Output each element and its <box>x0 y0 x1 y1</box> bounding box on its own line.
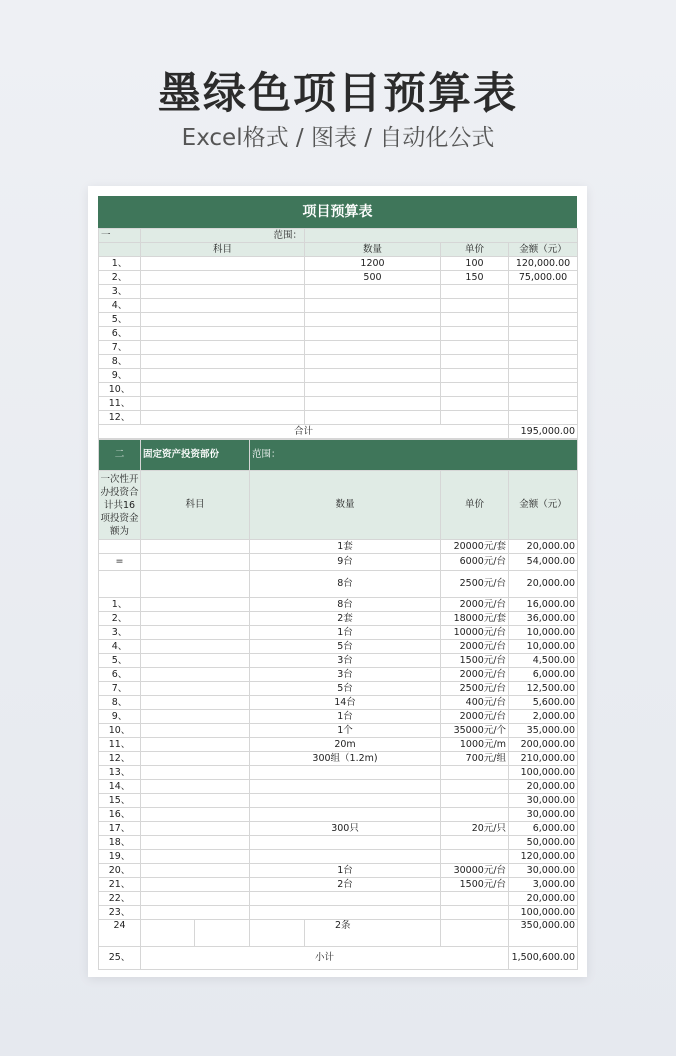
column-header-price: 单价 <box>441 243 509 257</box>
item-cell[interactable] <box>141 668 250 682</box>
spreadsheet <box>98 196 577 970</box>
item-cell[interactable] <box>141 285 305 299</box>
row-number: 12、 <box>99 752 141 766</box>
item-cell[interactable] <box>141 571 250 598</box>
row-number <box>99 571 141 598</box>
price-cell[interactable] <box>441 411 509 425</box>
qty-cell[interactable] <box>305 327 441 341</box>
amount-cell[interactable]: 2,000.00 <box>509 710 578 724</box>
total-row <box>99 425 578 439</box>
item-cell[interactable] <box>141 411 305 425</box>
amount-cell[interactable] <box>509 397 578 411</box>
amount-cell[interactable] <box>509 285 578 299</box>
qty-cell[interactable]: 1200 <box>305 257 441 271</box>
total-label: 合计 <box>99 425 509 439</box>
price-cell[interactable]: 18000元/套 <box>441 612 509 626</box>
row-number: 11、 <box>99 397 141 411</box>
price-cell[interactable]: 1500元/台 <box>441 878 509 892</box>
amount-cell[interactable] <box>509 299 578 313</box>
price-cell[interactable]: 2000元/台 <box>441 668 509 682</box>
table-row <box>99 752 578 766</box>
row-number: 24 <box>99 920 141 947</box>
row-number: 7、 <box>99 682 141 696</box>
table-row <box>99 271 578 285</box>
amount-cell[interactable] <box>509 383 578 397</box>
row-number: 7、 <box>99 341 141 355</box>
table-row <box>99 892 578 906</box>
item-cell[interactable] <box>141 554 250 571</box>
table-row <box>99 299 578 313</box>
amount-cell[interactable] <box>509 327 578 341</box>
section-one-table <box>98 228 578 439</box>
amount-cell[interactable]: 6,000.00 <box>509 668 578 682</box>
amount-cell[interactable]: 30,000.00 <box>509 808 578 822</box>
item-cell[interactable] <box>141 696 250 710</box>
amount-cell[interactable]: 75,000.00 <box>509 271 578 285</box>
row-number: 17、 <box>99 822 141 836</box>
item-cell[interactable] <box>141 780 250 794</box>
price-cell[interactable]: 30000元/台 <box>441 864 509 878</box>
amount-cell[interactable]: 210,000.00 <box>509 752 578 766</box>
price-cell[interactable]: 2000元/台 <box>441 710 509 724</box>
qty-cell[interactable] <box>305 383 441 397</box>
item-cell[interactable] <box>141 341 305 355</box>
row-number: 11、 <box>99 738 141 752</box>
qty-cell[interactable] <box>250 850 441 864</box>
qty-cell[interactable] <box>250 808 441 822</box>
column-header-item: 科目 <box>141 243 305 257</box>
qty-cell[interactable]: 1台 <box>250 626 441 640</box>
row-number: 9、 <box>99 710 141 724</box>
amount-cell[interactable]: 12,500.00 <box>509 682 578 696</box>
qty-cell[interactable] <box>250 794 441 808</box>
table-row <box>99 540 578 554</box>
spreadsheet-card <box>88 186 587 977</box>
price-cell[interactable]: 150 <box>441 271 509 285</box>
row-number: 19、 <box>99 850 141 864</box>
price-cell[interactable] <box>441 299 509 313</box>
row-number: 18、 <box>99 836 141 850</box>
section-two-number: 二 <box>99 440 141 471</box>
price-cell[interactable] <box>441 892 509 906</box>
row-number: 22、 <box>99 892 141 906</box>
section-two-name: 固定资产投资部份 <box>141 440 250 471</box>
qty-cell[interactable]: 8台 <box>250 598 441 612</box>
price-cell[interactable] <box>441 780 509 794</box>
price-cell[interactable] <box>441 313 509 327</box>
row-number: 6、 <box>99 327 141 341</box>
amount-cell[interactable]: 30,000.00 <box>509 864 578 878</box>
price-cell[interactable]: 100 <box>441 257 509 271</box>
table-row <box>99 612 578 626</box>
row-number: 3、 <box>99 626 141 640</box>
section-two-table <box>98 439 578 970</box>
row-number: 12、 <box>99 411 141 425</box>
item-cell[interactable] <box>141 906 250 920</box>
item-cell[interactable] <box>141 612 250 626</box>
table-row <box>99 850 578 864</box>
row-number: 15、 <box>99 794 141 808</box>
qty-cell[interactable]: 1套 <box>250 540 441 554</box>
amount-cell[interactable]: 4,500.00 <box>509 654 578 668</box>
item-cell[interactable] <box>141 540 250 554</box>
price-cell[interactable]: 400元/台 <box>441 696 509 710</box>
item-cell[interactable] <box>141 598 250 612</box>
row-number: 5、 <box>99 654 141 668</box>
amount-cell[interactable]: 100,000.00 <box>509 906 578 920</box>
amount-cell[interactable] <box>509 369 578 383</box>
qty-cell[interactable]: 8台 <box>250 571 441 598</box>
table-row <box>99 257 578 271</box>
qty-cell[interactable]: 300组（1.2m) <box>250 752 441 766</box>
row-number: 4、 <box>99 299 141 313</box>
qty-cell[interactable]: 14台 <box>250 696 441 710</box>
item-cell[interactable] <box>141 710 250 724</box>
item-cell[interactable] <box>141 752 250 766</box>
section-two-columns-row <box>99 471 578 540</box>
price-cell[interactable]: 700元/组 <box>441 752 509 766</box>
qty-cell[interactable]: 5台 <box>250 682 441 696</box>
table-row <box>99 864 578 878</box>
item-cell[interactable] <box>141 808 250 822</box>
qty-cell[interactable]: 2条 <box>305 920 441 947</box>
price-cell[interactable] <box>441 355 509 369</box>
row-number: 25、 <box>99 947 141 970</box>
item-cell[interactable] <box>141 738 250 752</box>
amount-cell[interactable]: 30,000.00 <box>509 794 578 808</box>
amount-cell[interactable]: 350,000.00 <box>509 920 578 947</box>
row-number: 8、 <box>99 355 141 369</box>
table-row <box>99 738 578 752</box>
table-row <box>99 411 578 425</box>
amount-cell[interactable] <box>509 341 578 355</box>
row-number: = <box>99 554 141 571</box>
column-header-amount: 金额（元） <box>509 471 578 540</box>
item-cell[interactable] <box>141 850 250 864</box>
item-cell[interactable] <box>141 626 250 640</box>
row-number: 4、 <box>99 640 141 654</box>
amount-cell[interactable]: 20,000.00 <box>509 892 578 906</box>
item-cell[interactable] <box>141 397 305 411</box>
qty-cell[interactable] <box>305 411 441 425</box>
table-row <box>99 766 578 780</box>
table-row <box>99 710 578 724</box>
price-cell[interactable] <box>441 794 509 808</box>
item-cell[interactable] <box>141 864 250 878</box>
section-two-note: 一次性开办投资合计共16项投资金额为 <box>99 471 141 540</box>
row-number: 20、 <box>99 864 141 878</box>
column-header-qty: 数量 <box>305 243 441 257</box>
amount-cell[interactable]: 100,000.00 <box>509 766 578 780</box>
table-row <box>99 554 578 571</box>
amount-cell[interactable]: 6,000.00 <box>509 822 578 836</box>
price-cell[interactable] <box>441 341 509 355</box>
item-cell[interactable] <box>141 892 250 906</box>
price-cell[interactable] <box>441 285 509 299</box>
price-cell[interactable]: 20元/只 <box>441 822 509 836</box>
section-one-number: 一 <box>99 229 141 243</box>
item-cell[interactable] <box>250 920 305 947</box>
sheet-title: 项目预算表 <box>98 196 577 228</box>
page-title: 墨绿色项目预算表 <box>158 69 518 119</box>
qty-cell[interactable] <box>250 766 441 780</box>
price-cell[interactable]: 20000元/套 <box>441 540 509 554</box>
item-cell[interactable] <box>141 822 250 836</box>
column-header-qty: 数量 <box>250 471 441 540</box>
table-row <box>99 626 578 640</box>
row-number: 10、 <box>99 383 141 397</box>
qty-cell[interactable] <box>305 285 441 299</box>
amount-cell[interactable]: 20,000.00 <box>509 571 578 598</box>
qty-cell[interactable]: 1个 <box>250 724 441 738</box>
table-row <box>99 696 578 710</box>
amount-cell[interactable]: 20,000.00 <box>509 540 578 554</box>
table-row <box>99 640 578 654</box>
item-cell[interactable] <box>141 383 305 397</box>
table-row <box>99 794 578 808</box>
qty-cell[interactable] <box>250 906 441 920</box>
qty-cell[interactable]: 2台 <box>250 878 441 892</box>
price-cell[interactable] <box>441 920 509 947</box>
section-two-header-row <box>99 440 578 471</box>
amount-cell[interactable]: 36,000.00 <box>509 612 578 626</box>
total-amount[interactable]: 195,000.00 <box>509 425 578 439</box>
table-row <box>99 369 578 383</box>
item-cell[interactable] <box>195 920 250 947</box>
price-cell[interactable] <box>441 906 509 920</box>
price-cell[interactable]: 2500元/台 <box>441 682 509 696</box>
item-cell[interactable] <box>141 369 305 383</box>
amount-cell[interactable]: 3,000.00 <box>509 878 578 892</box>
price-cell[interactable]: 6000元/台 <box>441 554 509 571</box>
table-row <box>99 313 578 327</box>
table-row <box>99 878 578 892</box>
qty-cell[interactable] <box>305 369 441 383</box>
column-header-item: 科目 <box>141 471 250 540</box>
amount-cell[interactable]: 120,000.00 <box>509 257 578 271</box>
price-cell[interactable]: 35000元/个 <box>441 724 509 738</box>
price-cell[interactable] <box>441 397 509 411</box>
item-cell[interactable] <box>141 724 250 738</box>
qty-cell[interactable]: 3台 <box>250 668 441 682</box>
qty-cell[interactable]: 500 <box>305 271 441 285</box>
price-cell[interactable]: 10000元/台 <box>441 626 509 640</box>
qty-cell[interactable] <box>305 397 441 411</box>
amount-cell[interactable]: 20,000.00 <box>509 780 578 794</box>
qty-cell[interactable]: 1台 <box>250 710 441 724</box>
table-row <box>99 341 578 355</box>
section-one-header-row <box>99 229 578 243</box>
item-cell[interactable] <box>141 327 305 341</box>
qty-cell[interactable] <box>305 341 441 355</box>
column-header-amount: 金额（元） <box>509 243 578 257</box>
price-cell[interactable]: 1500元/台 <box>441 654 509 668</box>
row-number: 1、 <box>99 598 141 612</box>
table-row <box>99 836 578 850</box>
qty-cell[interactable]: 5台 <box>250 640 441 654</box>
item-cell[interactable] <box>141 640 250 654</box>
item-cell[interactable] <box>141 682 250 696</box>
section-one-range-cell[interactable] <box>305 229 578 243</box>
table-row <box>99 780 578 794</box>
table-row <box>99 668 578 682</box>
section-one-columns-row <box>99 243 578 257</box>
price-cell[interactable] <box>441 327 509 341</box>
section-two-range-label: 范围： <box>250 440 578 471</box>
price-cell[interactable]: 2500元/台 <box>441 571 509 598</box>
price-cell[interactable]: 2000元/台 <box>441 598 509 612</box>
amount-cell[interactable]: 5,600.00 <box>509 696 578 710</box>
amount-cell[interactable]: 120,000.00 <box>509 850 578 864</box>
qty-cell[interactable]: 300只 <box>250 822 441 836</box>
qty-cell[interactable]: 9台 <box>250 554 441 571</box>
table-row <box>99 920 578 947</box>
page-subtitle: Excel格式 / 图表 / 自动化公式 <box>181 125 495 151</box>
row-number: 2、 <box>99 612 141 626</box>
amount-cell[interactable]: 16,000.00 <box>509 598 578 612</box>
row-number: 14、 <box>99 780 141 794</box>
qty-cell[interactable] <box>250 780 441 794</box>
qty-cell[interactable] <box>305 313 441 327</box>
item-cell[interactable] <box>141 271 305 285</box>
table-row <box>99 654 578 668</box>
table-row <box>99 355 578 369</box>
item-cell[interactable] <box>141 920 195 947</box>
item-cell[interactable] <box>141 355 305 369</box>
table-row <box>99 808 578 822</box>
qty-cell[interactable]: 1台 <box>250 864 441 878</box>
price-cell[interactable] <box>441 766 509 780</box>
qty-cell[interactable] <box>305 299 441 313</box>
item-cell[interactable] <box>141 299 305 313</box>
row-number: 16、 <box>99 808 141 822</box>
row-number: 23、 <box>99 906 141 920</box>
row-number: 13、 <box>99 766 141 780</box>
table-row <box>99 598 578 612</box>
amount-cell[interactable]: 200,000.00 <box>509 738 578 752</box>
row-number: 21、 <box>99 878 141 892</box>
table-row <box>99 822 578 836</box>
table-row <box>99 285 578 299</box>
qty-cell[interactable] <box>305 355 441 369</box>
row-number: 2、 <box>99 271 141 285</box>
row-number: 5、 <box>99 313 141 327</box>
row-number: 6、 <box>99 668 141 682</box>
qty-cell[interactable] <box>250 892 441 906</box>
qty-cell[interactable]: 20m <box>250 738 441 752</box>
qty-cell[interactable] <box>250 836 441 850</box>
amount-cell[interactable] <box>509 411 578 425</box>
table-row <box>99 682 578 696</box>
amount-cell[interactable]: 54,000.00 <box>509 554 578 571</box>
price-cell[interactable] <box>441 836 509 850</box>
table-row <box>99 906 578 920</box>
item-cell[interactable] <box>141 313 305 327</box>
row-number: 10、 <box>99 724 141 738</box>
item-cell[interactable] <box>141 654 250 668</box>
table-row <box>99 327 578 341</box>
table-row <box>99 724 578 738</box>
subtotal-label: 小计 <box>141 947 509 970</box>
item-cell[interactable] <box>141 766 250 780</box>
amount-cell[interactable]: 35,000.00 <box>509 724 578 738</box>
table-row <box>99 397 578 411</box>
item-cell[interactable] <box>141 878 250 892</box>
item-cell[interactable] <box>141 257 305 271</box>
amount-cell[interactable] <box>509 355 578 369</box>
item-cell[interactable] <box>141 836 250 850</box>
item-cell[interactable] <box>141 794 250 808</box>
price-cell[interactable] <box>441 808 509 822</box>
price-cell[interactable]: 1000元/m <box>441 738 509 752</box>
amount-cell[interactable]: 50,000.00 <box>509 836 578 850</box>
price-cell[interactable] <box>441 383 509 397</box>
subtotal-amount[interactable]: 1,500,600.00 <box>509 947 578 970</box>
section-one-range-label: 范围： <box>141 229 305 243</box>
cell[interactable] <box>99 243 141 257</box>
table-row <box>99 571 578 598</box>
column-header-price: 单价 <box>441 471 509 540</box>
subtotal-row <box>99 947 578 970</box>
amount-cell[interactable]: 10,000.00 <box>509 626 578 640</box>
row-number: 9、 <box>99 369 141 383</box>
price-cell[interactable] <box>441 369 509 383</box>
row-number: 3、 <box>99 285 141 299</box>
row-number <box>99 540 141 554</box>
amount-cell[interactable] <box>509 313 578 327</box>
qty-cell[interactable]: 3台 <box>250 654 441 668</box>
price-cell[interactable] <box>441 850 509 864</box>
row-number: 8、 <box>99 696 141 710</box>
qty-cell[interactable]: 2套 <box>250 612 441 626</box>
price-cell[interactable]: 2000元/台 <box>441 640 509 654</box>
amount-cell[interactable]: 10,000.00 <box>509 640 578 654</box>
table-row <box>99 383 578 397</box>
row-number: 1、 <box>99 257 141 271</box>
